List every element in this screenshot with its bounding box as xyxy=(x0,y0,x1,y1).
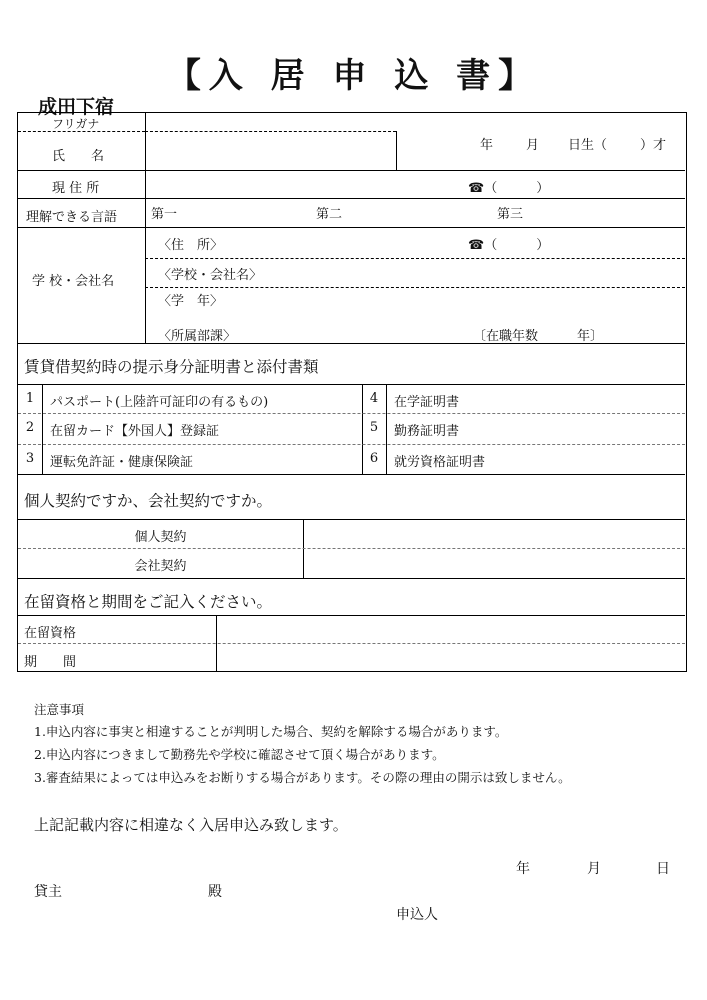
note-item: 3.審査結果によっては申込みをお断りする場合があります。その際の理由の開示は致しません。 xyxy=(34,770,571,785)
document-item: 勤務証明書 xyxy=(394,424,460,439)
note-item: 1.申込内容に事実と相違することが判明した場合、契約を解除する場合があります。 xyxy=(34,724,508,739)
school-dept-label: 〈所属部課〉 xyxy=(158,329,237,344)
notes-heading: 注意事項 xyxy=(34,702,85,717)
application-form xyxy=(17,112,687,672)
school-name-label: 〈学校・会社名〉 xyxy=(158,268,263,283)
contract-heading: 個人契約ですか、会社契約ですか。 xyxy=(24,492,273,510)
address-tel: ☎（ ） xyxy=(468,181,550,196)
divider xyxy=(396,131,397,170)
birth-month-label: 月 xyxy=(526,138,540,153)
divider xyxy=(18,227,685,228)
school-label: 学 校・会社名 xyxy=(32,274,115,289)
furigana-field[interactable] xyxy=(150,115,390,129)
document-number: 4 xyxy=(369,391,379,406)
residence-status-label: 在留資格 xyxy=(24,626,77,641)
school-address-label: 〈住 所〉 xyxy=(158,238,224,253)
divider xyxy=(386,384,387,475)
name-field[interactable] xyxy=(150,137,390,165)
document-item: パスポート(上陸許可証印の有るもの) xyxy=(50,395,269,410)
language-third: 第三 xyxy=(497,207,524,222)
divider xyxy=(18,474,685,475)
declaration: 上記記載内容に相違なく入居申込み致します。 xyxy=(34,816,348,834)
contract-personal-field[interactable] xyxy=(308,521,678,547)
document-item: 在学証明書 xyxy=(394,395,460,410)
divider xyxy=(145,131,396,132)
divider xyxy=(18,170,685,171)
applicant-sign-label: 申込人 xyxy=(396,907,438,923)
document-number: 5 xyxy=(369,420,379,435)
divider xyxy=(145,287,685,288)
age-label: ）才 xyxy=(640,138,667,153)
divider xyxy=(18,198,685,199)
residence-status-field[interactable] xyxy=(222,617,678,641)
document-number: 2 xyxy=(25,420,35,435)
address-label: 現 住 所 xyxy=(52,181,100,196)
birth-day-label: 日生（ xyxy=(568,138,608,153)
divider xyxy=(18,578,685,579)
document-number: 6 xyxy=(369,451,379,466)
date-day-label: 日 xyxy=(656,861,670,877)
residence-period-field[interactable] xyxy=(222,646,678,670)
divider xyxy=(18,343,685,344)
divider xyxy=(18,384,685,385)
document-number: 1 xyxy=(25,391,35,406)
page-title: 【入 居 申 込 書】 xyxy=(166,56,541,96)
divider xyxy=(145,258,685,259)
divider xyxy=(18,413,685,414)
date-month-label: 月 xyxy=(587,861,601,877)
divider xyxy=(18,615,685,616)
school-grade-label: 〈学 年〉 xyxy=(158,294,224,309)
document-item: 就労資格証明書 xyxy=(394,455,486,470)
languages-label: 理解できる言語 xyxy=(26,210,118,225)
divider xyxy=(18,643,685,644)
school-tel: ☎（ ） xyxy=(468,238,550,253)
divider xyxy=(18,444,685,445)
brand-name: 成田下宿 xyxy=(38,96,115,118)
divider xyxy=(18,548,685,549)
documents-heading: 賃貸借契約時の提示身分証明書と添付書類 xyxy=(24,358,319,376)
divider xyxy=(145,113,146,170)
birth-year-label: 年 xyxy=(480,138,494,153)
language-first: 第一 xyxy=(151,207,178,222)
divider xyxy=(145,227,146,343)
divider xyxy=(18,519,685,520)
residence-period-label: 期 間 xyxy=(24,655,77,670)
contract-personal-label: 個人契約 xyxy=(134,530,187,545)
landlord-label: 貸主 xyxy=(34,884,62,900)
note-item: 2.申込内容につきまして勤務先や学校に確認させて頂く場合があります。 xyxy=(34,747,445,762)
document-item: 運転免許証・健康保険証 xyxy=(50,455,194,470)
residence-heading: 在留資格と期間をご記入ください。 xyxy=(24,593,273,611)
divider xyxy=(42,384,43,475)
furigana-label: フリガナ xyxy=(52,117,100,131)
date-year-label: 年 xyxy=(516,861,530,877)
name-label: 氏 名 xyxy=(52,149,105,164)
document-item: 在留カード【外国人】登録証 xyxy=(50,424,220,439)
landlord-honorific: 殿 xyxy=(208,884,222,900)
school-years-label: 〔在職年数 年〕 xyxy=(473,329,604,344)
language-second: 第二 xyxy=(316,207,343,222)
contract-company-label: 会社契約 xyxy=(134,559,187,574)
document-number: 3 xyxy=(25,451,35,466)
contract-company-field[interactable] xyxy=(308,550,678,576)
